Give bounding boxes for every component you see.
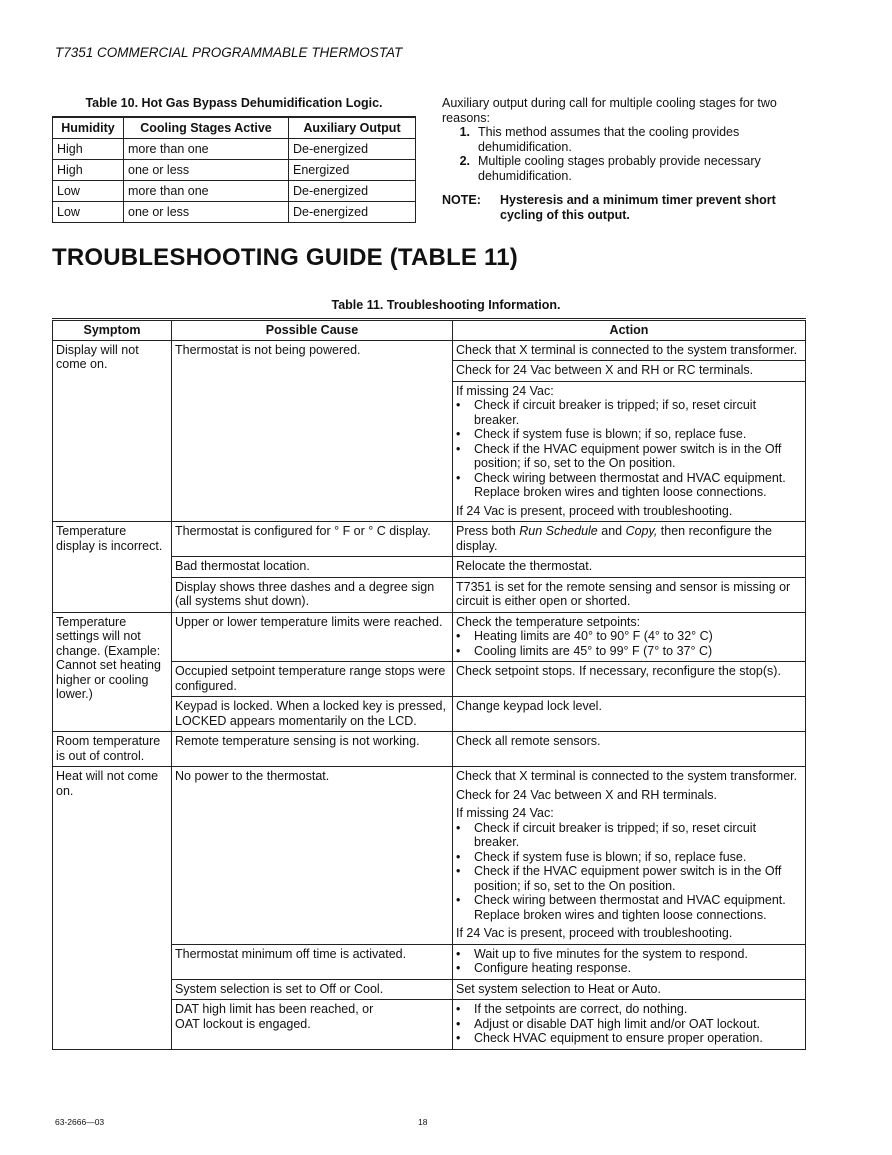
table-cell: one or less xyxy=(124,202,289,223)
action-cell: Change keypad lock level. xyxy=(453,697,806,732)
list-item xyxy=(456,1031,802,1046)
list-text: Check HVAC equipment to ensure proper operation. xyxy=(474,1031,763,1045)
list-text: Check wiring between thermostat and HVAC equipment. Replace broken wires and tighten loose connections. xyxy=(474,893,786,922)
symptom-cell: Display will not come on. xyxy=(53,340,172,522)
cause-cell: Thermostat minimum off time is activated. xyxy=(172,944,453,979)
list-number: 1. xyxy=(459,125,470,139)
bullet-icon: • xyxy=(456,961,461,975)
table-cell: Energized xyxy=(289,160,416,181)
list-item xyxy=(456,893,802,922)
list-item xyxy=(456,821,802,850)
list-item xyxy=(456,947,802,962)
table-row xyxy=(53,340,806,361)
list-text: Adjust or disable DAT high limit and/or OAT lockout. xyxy=(474,1016,761,1031)
table-cell: De-energized xyxy=(289,181,416,202)
bullet-icon: • xyxy=(456,946,461,961)
cause-line: DAT high limit has been reached, or xyxy=(175,1002,374,1016)
note-text: Hysteresis and a minimum timer prevent short cycling of this output. xyxy=(500,193,776,222)
bullet-icon: • xyxy=(456,398,461,412)
list-text: Cooling limits are 45° to 99° F (7° to 37° C) xyxy=(474,643,713,658)
table-cell: High xyxy=(53,160,124,181)
list-item xyxy=(456,398,802,427)
bullet-icon: • xyxy=(456,629,461,643)
action-text: If 24 Vac is present, proceed with troubleshooting. xyxy=(456,926,733,940)
action-cell xyxy=(453,1000,806,1050)
list-text: Check if the HVAC equipment power switch is in the Off position; if so, set to the On position. xyxy=(474,441,782,470)
list-text: Configure heating response. xyxy=(474,961,632,975)
cause-cell: Keypad is locked. When a locked key is pressed, LOCKED appears momentarily on the LCD. xyxy=(172,697,453,732)
table-header-cell: Auxiliary Output xyxy=(289,117,416,139)
table-row xyxy=(53,160,416,181)
table-row xyxy=(53,612,806,662)
symptom-cell: Heat will not come on. xyxy=(53,767,172,1050)
table-row xyxy=(53,139,416,160)
cause-cell: Bad thermostat location. xyxy=(172,557,453,578)
table-10-grid xyxy=(52,116,416,223)
list-text: Heating limits are 40° to 90° F (4° to 32° C) xyxy=(474,629,713,643)
list-text: Wait up to five minutes for the system to respond. xyxy=(474,946,748,961)
action-text: and xyxy=(597,524,626,538)
table-10 xyxy=(52,96,416,223)
bullet-icon: • xyxy=(456,470,461,485)
bullet-icon: • xyxy=(456,820,461,835)
page-number: 18 xyxy=(418,1117,428,1127)
cause-cell: Upper or lower temperature limits were reached. xyxy=(172,612,453,662)
table-cell: De-energized xyxy=(289,202,416,223)
bullet-icon: • xyxy=(456,849,461,864)
action-cell xyxy=(453,944,806,979)
list-item xyxy=(456,644,802,659)
list-text: Check if the HVAC equipment power switch is in the Off position; if so, set to the On position. xyxy=(474,864,782,893)
list-text: Check if system fuse is blown; if so, replace fuse. xyxy=(474,849,747,864)
table-header-cell: Symptom xyxy=(53,320,172,341)
aux-reasons-list xyxy=(442,125,822,183)
page-header: T7351 COMMERCIAL PROGRAMMABLE THERMOSTAT xyxy=(55,45,403,60)
action-cell xyxy=(453,522,806,557)
list-text: If the setpoints are correct, do nothing. xyxy=(474,1002,688,1016)
symptom-cell: Temperature settings will not change. (Example: Cannot set heating higher or cooling lower.) xyxy=(53,612,172,732)
list-item xyxy=(442,125,822,154)
cause-cell: No power to the thermostat. xyxy=(172,767,453,945)
action-intro: Check the temperature setpoints: xyxy=(456,614,641,629)
table-cell: Low xyxy=(53,181,124,202)
action-cell: T7351 is set for the remote sensing and sensor is missing or circuit is either open or shorted. xyxy=(453,577,806,612)
symptom-cell: Room temperature is out of control. xyxy=(53,732,172,767)
table-10-caption: Table 10. Hot Gas Bypass Dehumidification Logic. xyxy=(85,96,383,110)
cause-cell xyxy=(172,1000,453,1050)
action-text: Press both xyxy=(456,524,520,538)
list-item xyxy=(456,629,802,644)
action-cell: Relocate the thermostat. xyxy=(453,557,806,578)
list-text: Check if circuit breaker is tripped; if so, reset circuit breaker. xyxy=(474,398,757,427)
bullet-icon: • xyxy=(456,427,461,441)
list-text: Check wiring between thermostat and HVAC equipment. Replace broken wires and tighten loose connections. xyxy=(474,470,786,499)
cause-cell: Thermostat is configured for ° F or ° C display. xyxy=(172,522,453,557)
list-text: Check if circuit breaker is tripped; if so, reset circuit breaker. xyxy=(474,820,757,849)
table-cell: Low xyxy=(53,202,124,223)
action-text: then reconfigure the display. xyxy=(456,524,772,553)
table-cell: more than one xyxy=(124,181,289,202)
bullet-icon: • xyxy=(456,864,461,878)
action-key-run-schedule: Run Schedule xyxy=(519,524,598,538)
table-cell: one or less xyxy=(124,160,289,181)
list-item xyxy=(456,427,802,442)
cause-cell: Occupied setpoint temperature range stops were configured. xyxy=(172,662,453,697)
bullet-icon: • xyxy=(456,1016,461,1031)
list-item xyxy=(456,1002,802,1017)
bullet-list xyxy=(456,398,802,500)
table-header-cell: Humidity xyxy=(53,117,124,139)
action-cell: Check setpoint stops. If necessary, reconfigure the stop(s). xyxy=(453,662,806,697)
table-cell: De-energized xyxy=(289,139,416,160)
list-item xyxy=(456,1017,802,1032)
list-text: Multiple cooling stages probably provide necessary dehumidification. xyxy=(478,154,761,183)
table-row xyxy=(53,202,416,223)
list-item xyxy=(456,442,802,471)
list-text: Check if system fuse is blown; if so, replace fuse. xyxy=(474,427,747,441)
bullet-list xyxy=(456,947,802,976)
action-text: Check for 24 Vac between X and RH terminals. xyxy=(456,787,718,802)
table-row xyxy=(53,181,416,202)
list-text: This method assumes that the cooling provides dehumidification. xyxy=(478,125,740,154)
note xyxy=(442,193,822,222)
action-cell: Check that X terminal is connected to the system transformer. xyxy=(453,340,806,361)
section-title: TROUBLESHOOTING GUIDE (TABLE 11) xyxy=(52,244,518,271)
cause-cell: Display shows three dashes and a degree sign (all systems shut down). xyxy=(172,577,453,612)
list-item xyxy=(456,850,802,865)
action-key-copy: Copy, xyxy=(625,524,658,538)
action-cell: Check all remote sensors. xyxy=(453,732,806,767)
table-row xyxy=(53,767,806,945)
list-number: 2. xyxy=(459,154,470,168)
action-text: If 24 Vac is present, proceed with troubleshooting. xyxy=(456,503,733,518)
table-row xyxy=(53,522,806,557)
action-intro: If missing 24 Vac: xyxy=(456,383,554,398)
bullet-icon: • xyxy=(456,643,461,658)
action-cell: Check for 24 Vac between X and RH or RC terminals. xyxy=(453,361,806,382)
bullet-icon: • xyxy=(456,1002,461,1016)
bullet-icon: • xyxy=(456,1031,461,1045)
table-cell: more than one xyxy=(124,139,289,160)
bullet-list xyxy=(456,629,802,658)
table-11-caption: Table 11. Troubleshooting Information. xyxy=(331,298,561,312)
table-11 xyxy=(52,318,806,1050)
list-item xyxy=(442,154,822,183)
action-cell xyxy=(453,381,806,522)
action-cell xyxy=(453,767,806,945)
auxiliary-output-text xyxy=(442,96,822,222)
cause-cell: Thermostat is not being powered. xyxy=(172,340,453,522)
document-number: 63-2666—03 xyxy=(55,1117,105,1127)
note-label: NOTE: xyxy=(442,193,481,207)
table-header-cell: Cooling Stages Active xyxy=(124,117,289,139)
bullet-list xyxy=(456,1002,802,1046)
cause-cell: System selection is set to Off or Cool. xyxy=(172,979,453,1000)
bullet-list xyxy=(456,821,802,923)
aux-intro: Auxiliary output during call for multiple cooling stages for two reasons: xyxy=(442,96,777,125)
bullet-icon: • xyxy=(456,441,461,456)
action-cell: Set system selection to Heat or Auto. xyxy=(453,979,806,1000)
bullet-icon: • xyxy=(456,893,461,907)
list-item xyxy=(456,961,802,976)
action-cell xyxy=(453,612,806,662)
table-header-cell: Possible Cause xyxy=(172,320,453,341)
list-item xyxy=(456,864,802,893)
cause-line: OAT lockout is engaged. xyxy=(175,1016,311,1031)
cause-cell: Remote temperature sensing is not working. xyxy=(172,732,453,767)
table-cell: High xyxy=(53,139,124,160)
symptom-cell: Temperature display is incorrect. xyxy=(53,522,172,613)
action-text: Check that X terminal is connected to the system transformer. xyxy=(456,769,798,783)
list-item xyxy=(456,471,802,500)
table-row xyxy=(53,732,806,767)
table-header-cell: Action xyxy=(453,320,806,341)
action-intro: If missing 24 Vac: xyxy=(456,806,554,820)
